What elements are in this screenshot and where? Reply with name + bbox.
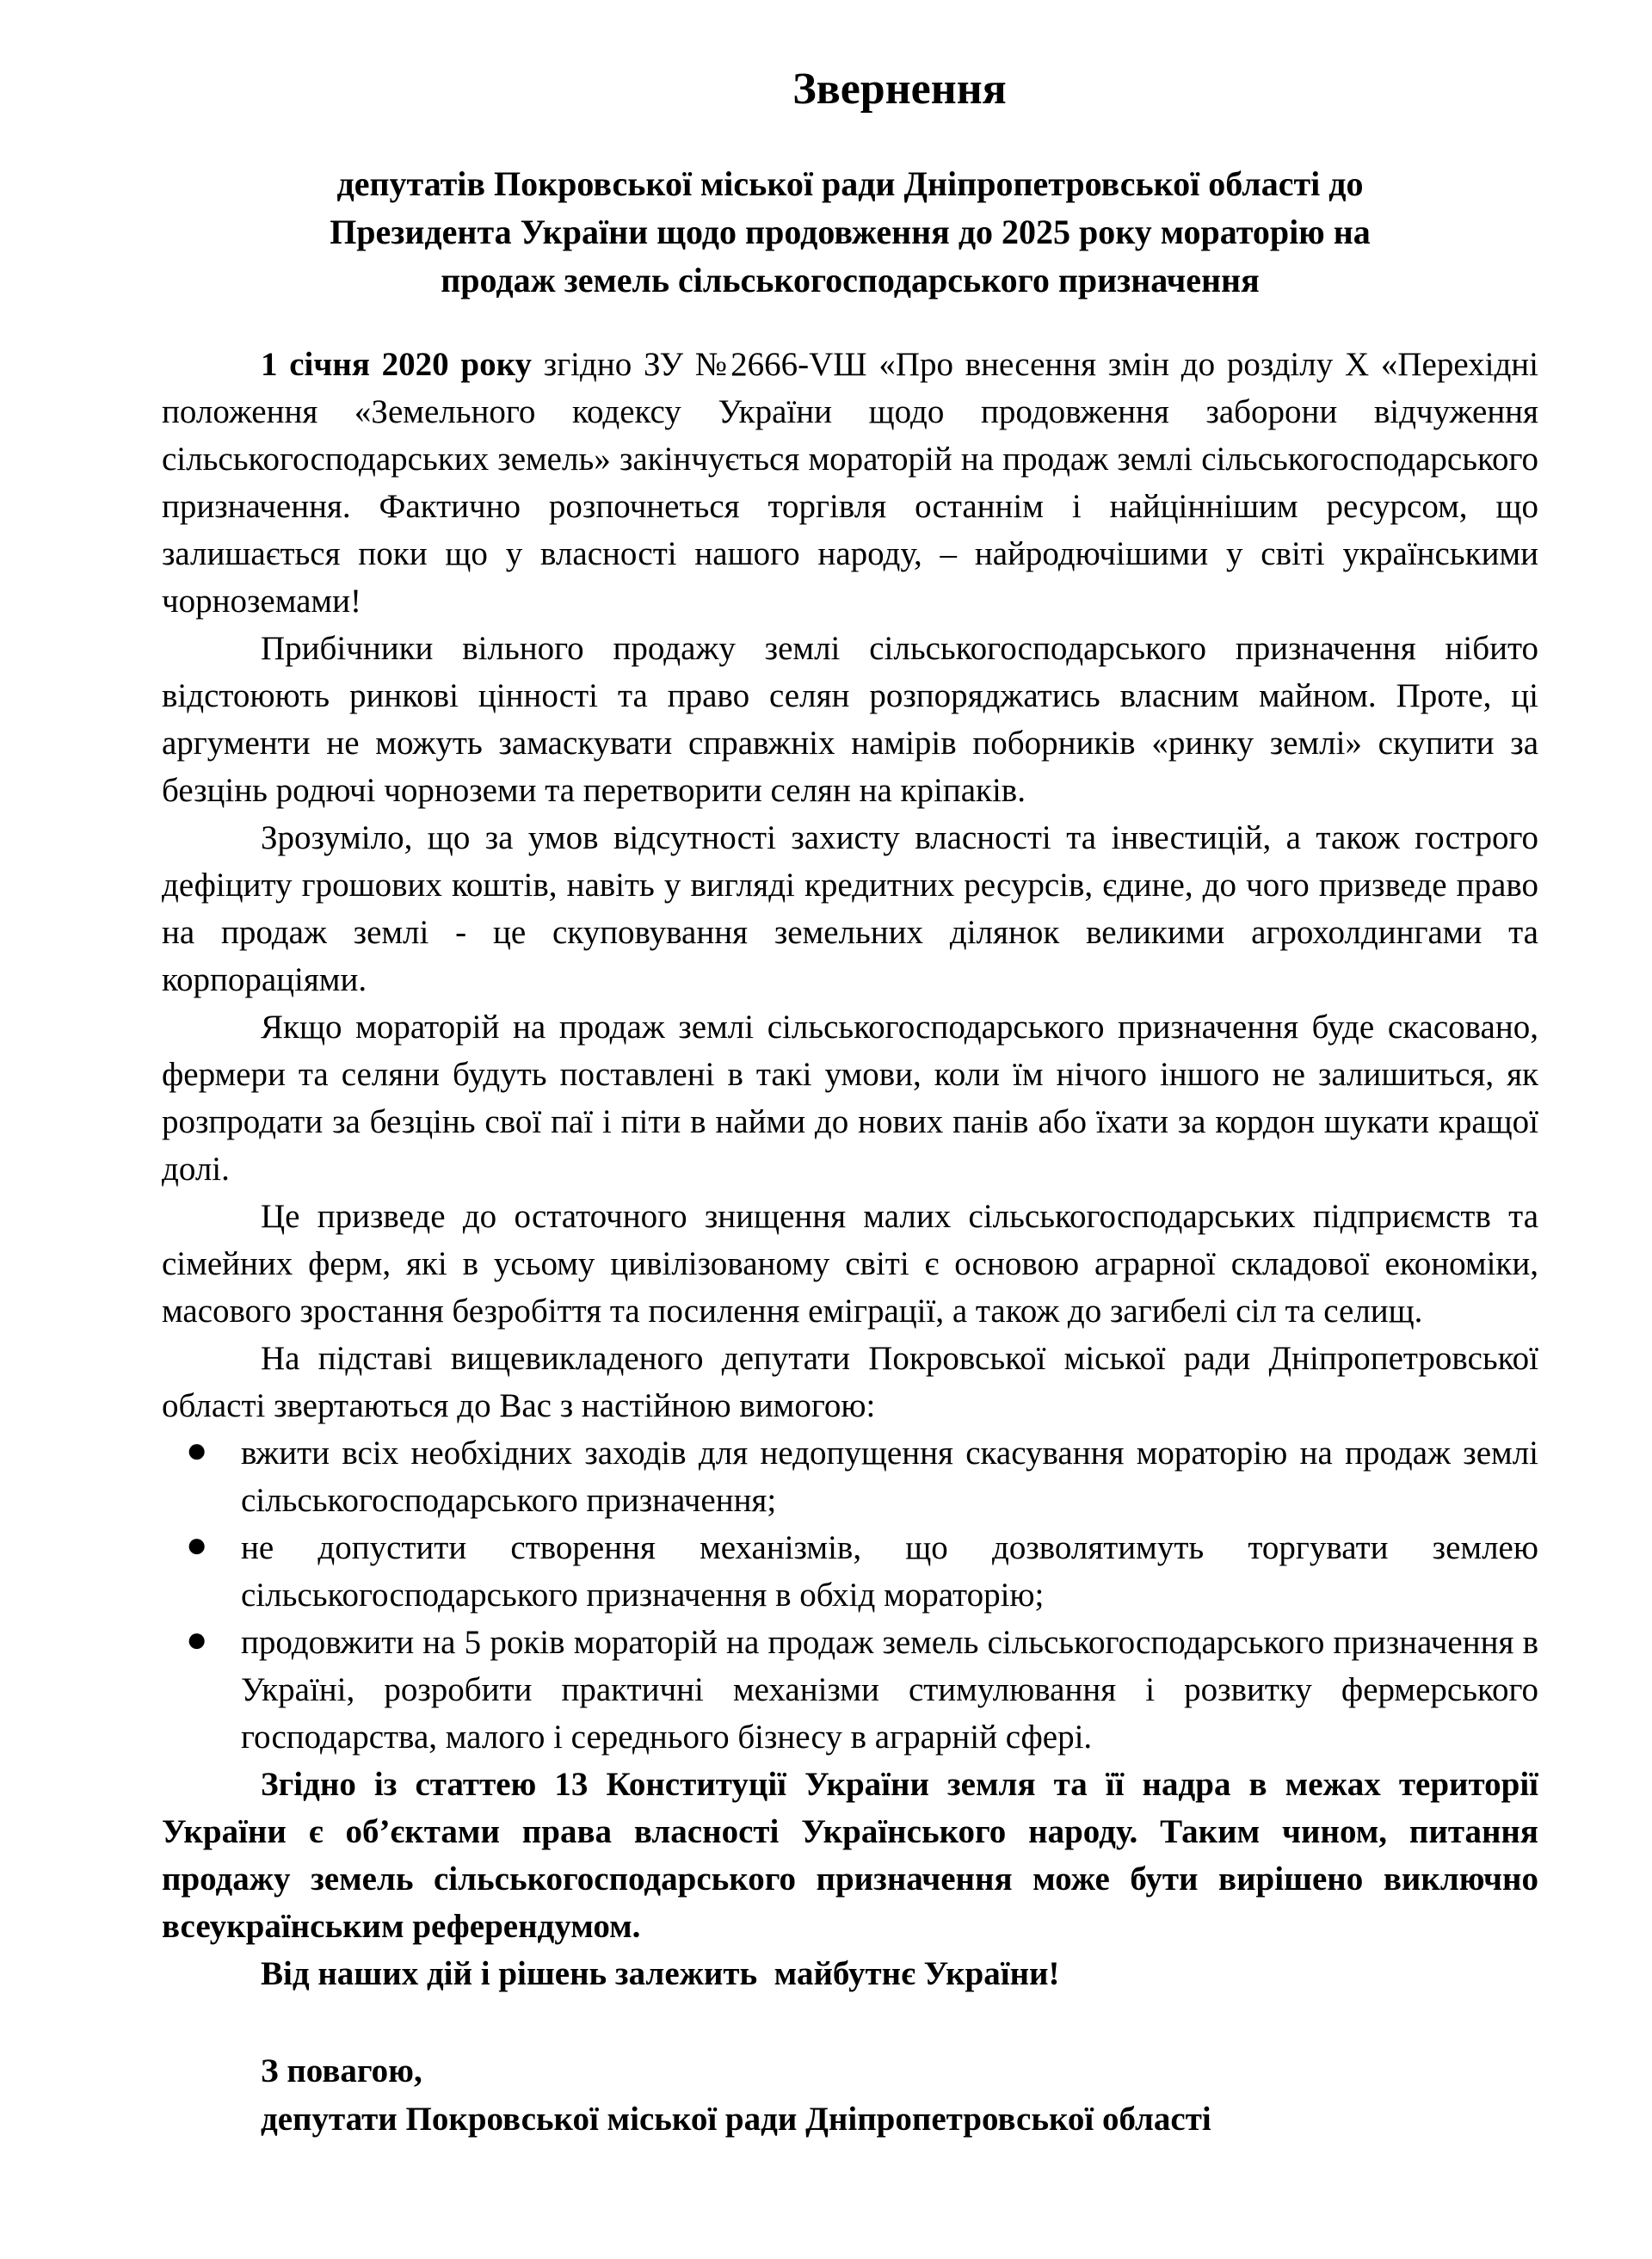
bullet-icon: ● — [186, 1431, 208, 1471]
paragraph-destruction: Це призведе до остаточного знищення малих сільськогосподарських підприємств та сімейних ферм, які в усьому цивілізованому світі є основою аграрної складової економіки, масового зростання безробіття та посилення еміграції, а також до загибелі сіл та селищ. — [162, 1198, 1538, 1330]
demands-list — [162, 1429, 1538, 1761]
paragraph-supporters: Прибічники вільного продажу землі сільськогосподарського призначення нібито відстоюють ринкові цінності та право селян розпоряджатись власним майном. Проте, ці аргументи не можуть замаскувати справжніх намірів поборників «ринку землі» скупити за безцінь родючі чорноземи та перетворити селян на кріпаків. — [162, 630, 1538, 809]
list-item — [162, 1524, 1538, 1619]
subtitle-line-2: Президента України щодо продовження до 2025 року мораторію на — [330, 213, 1371, 251]
closing-salutation: З повагою, — [261, 2052, 422, 2089]
paragraph-intro-text: згідно ЗУ №2666-VШ «Про внесення змін до розділу Х «Перехідні положення «Земельного кодексу України щодо продовження заборони відчуження сільськогосподарських земель» закінчується мораторій на продаж землі сільськогосподарського призначення. Фактично розпочнеться торгівля останнім і найціннішим ресурсом, що залишається поки що у власності нашого народу, – найродючішими у світі українськими чорноземами! — [162, 346, 1538, 620]
paragraph-demand-intro: На підставі вищевикладеного депутати Покровської міської ради Дніпропетровської області звертаються до Вас з настійною вимогою: — [162, 1340, 1538, 1424]
subtitle-line-1: депутатів Покровської міської ради Дніпропетровської області до — [336, 164, 1364, 203]
list-item — [162, 1429, 1538, 1524]
paragraph-consequences: Зрозуміло, що за умов відсутності захисту власності та інвестицій, а також гострого дефіциту грошових коштів, навіть у вигляді кредитних ресурсів, єдине, до чого призведе право на продаж землі - це скуповування земельних ділянок великими агрохолдингами та корпораціями. — [162, 819, 1538, 998]
paragraph-moratorium-cancel: Якщо мораторій на продаж землі сільськогосподарського призначення буде скасовано, фермери та селяни будуть поставлені в такі умови, коли їм нічого іншого не залишиться, як розпродати за безцінь свої паї і піти в найми до нових панів або їхати за кордон шукати кращої долі. — [162, 1009, 1538, 1188]
bullet-icon: ● — [186, 1526, 208, 1565]
document-subtitle — [162, 160, 1538, 305]
demand-text-1: вжити всіх необхідних заходів для недопущення скасування мораторію на продаж землі сільськогосподарського призначення; — [241, 1435, 1538, 1519]
subtitle-line-3: продаж земель сільськогосподарського призначення — [441, 261, 1260, 299]
demand-text-2: не допустити створення механізмів, що дозволятимуть торгувати землею сільськогосподарського призначення в обхід мораторію; — [241, 1529, 1538, 1614]
paragraph-intro — [162, 341, 1538, 625]
slogan-line: Від наших дій і рішень залежить майбутнє України! — [261, 1955, 1060, 1992]
paragraph-intro-bold-date: 1 січня 2020 року — [261, 346, 533, 383]
closing-signature: депутати Покровської міської ради Дніпропетровської області — [261, 2101, 1211, 2138]
paragraph-constitution: Згідно із статтею 13 Конституції України земля та її надра в межах території України є об’єктами права власності Українського народу. Таким чином, питання продажу земель сільськогосподарського призначення може бути вирішено виключно всеукраїнським референдумом. — [162, 1766, 1538, 1945]
document-title: Звернення — [792, 65, 1007, 114]
bullet-icon: ● — [186, 1620, 208, 1660]
closing-block — [162, 2047, 1538, 2144]
demand-text-3: продовжити на 5 років мораторій на продаж земель сільськогосподарського призначення в Україні, розробити практичні механізми стимулювання і розвитку фермерського господарства, малого і середнього бізнесу в аграрній сфері. — [241, 1624, 1538, 1756]
list-item — [162, 1619, 1538, 1761]
